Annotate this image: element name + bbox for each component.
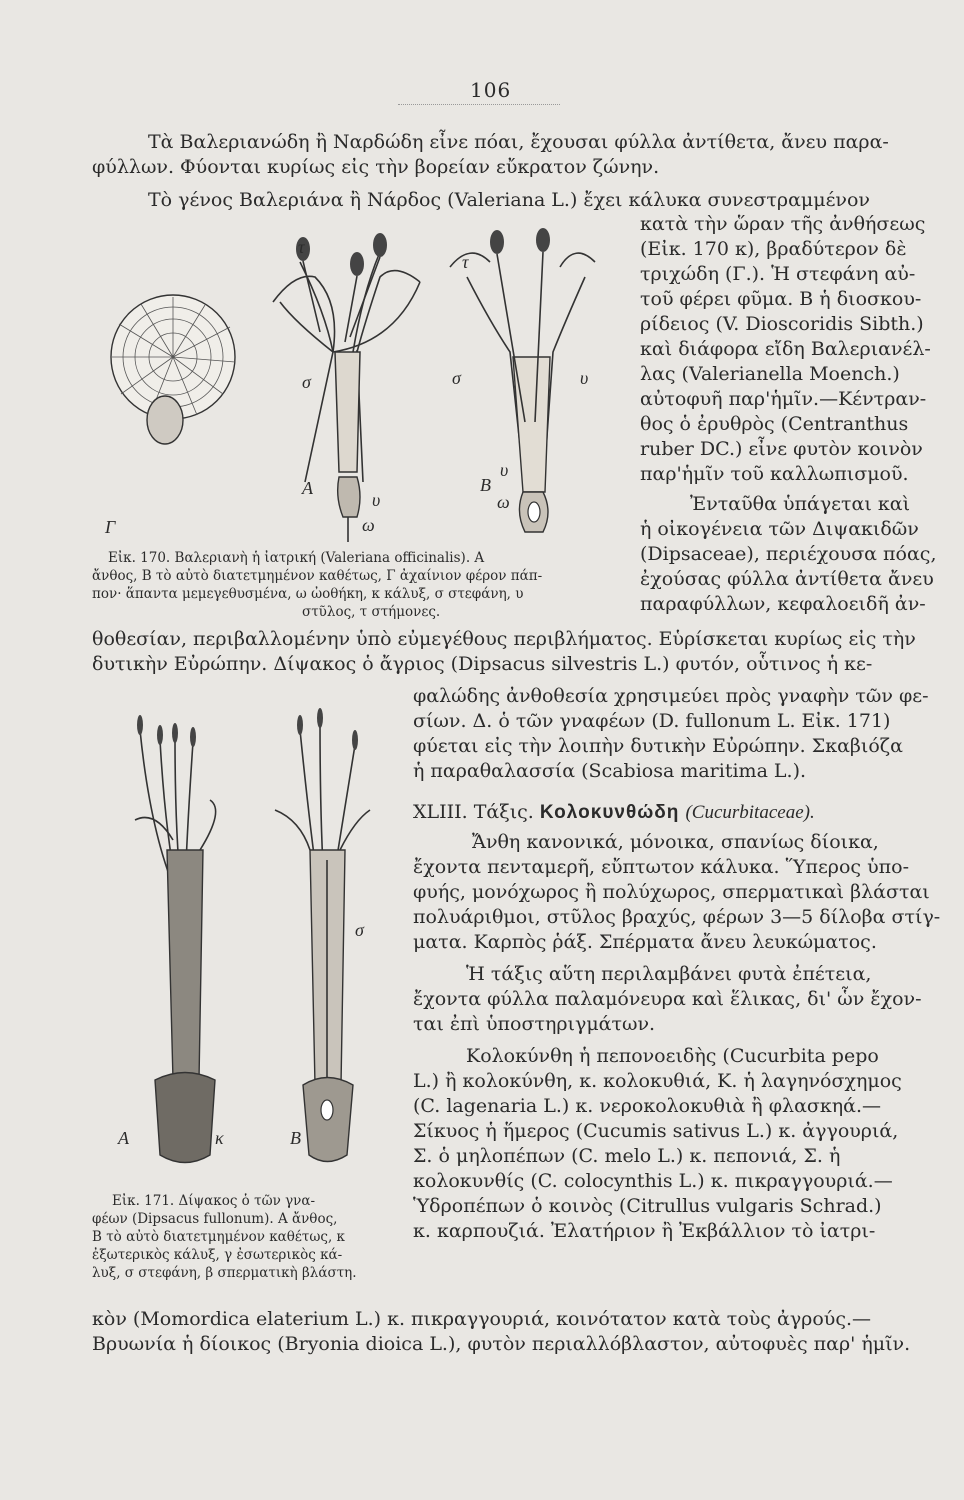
fig170-label-tau: τ <box>298 237 305 257</box>
figure-171-caption: φέων (Dipsacus fullonum). Α ἄνθος, <box>92 1211 338 1227</box>
body-line: Ἡ τάξις αὕτη περιλαμβάνει φυτὰ ἐπέτεια, <box>466 963 872 985</box>
body-line: Σ. ὁ μηλοπέπων (C. melo L.) κ. πεπονιά, Σ. ἡ <box>413 1145 841 1167</box>
body-line: ἔχοντα πενταμερῆ, εὔπτωτον κάλυκα. Ὕπερος ὑπο- <box>413 856 909 878</box>
body-line: (Dipsaceae), περιέχουσα πόας, <box>640 543 937 565</box>
fig170-label-upsilon-b2: υ <box>500 460 509 480</box>
fig170-label-b: Β <box>480 475 491 495</box>
figure-170-caption: Εἰκ. 170. Βαλεριανὴ ἡ ἰατρική (Valeriana officinalis). Α <box>108 550 485 566</box>
body-line: ται ἐπὶ ὑποστηριγμάτων. <box>413 1013 656 1035</box>
body-line: καὶ διάφορα εἴδη Βαλεριανέλ- <box>640 338 931 360</box>
body-line: δυτικὴν Εὐρώπην. Δίψακος ὁ ἄγριος (Dipsacus silvestris L.) φυτόν, οὗτινος ἡ κε- <box>92 653 873 675</box>
body-line: θος ὁ ἐρυθρὸς (Centranthus <box>640 413 909 435</box>
body-line: τριχώδη (Γ.). Ἡ στεφάνη αὐ- <box>640 263 916 285</box>
body-line: παραφύλλων, κεφαλοειδῆ ἀν- <box>640 593 926 615</box>
body-line: κατὰ τὴν ὥραν τῆς ἀνθήσεως <box>640 213 926 235</box>
fig170-label-sigma-b: σ <box>452 368 461 388</box>
fig171-label-kappa: κ <box>215 1128 224 1148</box>
fig170-label-upsilon: υ <box>372 490 381 510</box>
body-line: φυής, μονόχωρος ἢ πολύχωρος, σπερματικαὶ βλάσται <box>413 881 930 903</box>
figure-171-caption: λυξ, σ στεφάνη, β σπερματικὴ βλάστη. <box>92 1265 357 1281</box>
body-line: κ. καρπουζιά. Ἐλατήριον ἢ Ἐκβάλλιον τὸ ἰατρι- <box>413 1220 876 1242</box>
body-line: τοῦ φέρει φῦμα. Β ἡ διοσκου- <box>640 288 922 310</box>
body-line: Κολοκύνθη ἡ πεπονοειδὴς (Cucurbita pepo <box>466 1045 879 1067</box>
body-line: ματα. Καρπὸς ῥάξ. Σπέρματα ἄνευ λευκώματος. <box>413 931 877 953</box>
section-heading <box>413 800 815 825</box>
body-line: L.) ἢ κολοκύνθη, κ. κολοκυθιά, Κ. ἡ λαγηνόσχημος <box>413 1070 902 1092</box>
fig170-label-sigma: σ <box>302 372 311 392</box>
body-line: ἔχοντα φύλλα παλαμόνευρα καὶ ἕλικας, δι' ὧν ἔχον- <box>413 988 922 1010</box>
body-line: φαλώδης ἀνθοθεσία χρησιμεύει πρὸς γναφὴν τῶν φε- <box>413 685 929 707</box>
body-line: Ἐνταῦθα ὑπάγεται καὶ <box>690 493 911 515</box>
fig170-label-tau-b: τ <box>462 252 469 272</box>
figure-170-caption: πον· ἅπαντα μεμεγεθυσμένα, ω ὠοθήκη, κ κάλυξ, σ στεφάνη, υ <box>92 586 524 602</box>
fig171-label-a: Α <box>118 1128 129 1148</box>
body-line: κολοκυνθίς (C. colocynthis L.) κ. πικραγγουριά.— <box>413 1170 893 1192</box>
figure-171-illustration <box>115 700 385 1180</box>
body-line: ἡ παραθαλασσία (Scabiosa maritima L.). <box>413 760 807 782</box>
fig170-label-gamma: Γ <box>105 517 116 537</box>
body-line: πολυάριθμοι, στῦλος βραχύς, φέρων 3—5 δίλοβα στίγ- <box>413 906 941 928</box>
fig171-label-sigma: σ <box>355 920 364 940</box>
body-line: Ἄνθη κανονικά, μόνοικα, σπανίως δίοικα, <box>472 831 879 853</box>
figure-171-caption: Εἰκ. 171. Δίψακος ὁ τῶν γνα- <box>112 1193 316 1209</box>
page-number: 106 <box>470 78 512 102</box>
figure-171-caption: ἐξωτερικὸς κάλυξ, γ ἐσωτερικὸς κά- <box>92 1247 343 1263</box>
flower-a-drawing <box>273 233 420 542</box>
fig170-label-omega: ω <box>362 515 375 535</box>
section-number: XLIII. Τάξις. <box>413 801 534 823</box>
section-latin: (Cucurbitaceae). <box>685 802 815 823</box>
body-line: αὐτοφυῆ παρ'ἡμῖν.—Κέντραν- <box>640 388 927 410</box>
body-line: (C. lagenaria L.) κ. νεροκολοκυθιὰ ἢ φλασκηά.— <box>413 1095 881 1117</box>
pappus-achene-drawing <box>111 295 235 444</box>
body-line: ἐχούσας φύλλα ἀντίθετα ἄνευ <box>640 568 934 590</box>
figure-171-caption: Β τὸ αὐτὸ διατετμημένον καθέτως, κ <box>92 1229 345 1245</box>
body-line: ρίδειος (V. Dioscoridis Sibth.) <box>640 313 924 335</box>
section-name: Κολοκυνθώδη <box>539 802 680 823</box>
body-line: Ὑδροπέπων ὁ κοινὸς (Citrullus vulgaris Schrad.) <box>413 1195 882 1217</box>
body-line: φύεται εἰς τὴν λοιπὴν δυτικὴν Εὐρώπην. Σκαβιόζα <box>413 735 903 757</box>
fig170-label-a: Α <box>302 478 313 498</box>
figure-170-caption: ἄνθος, Β τὸ αὐτὸ διατετμημένον καθέτως, Γ ἀχαίνιον φέρον πάπ- <box>92 568 543 584</box>
page-number-rule <box>398 104 560 105</box>
body-line: Σίκυος ἡ ἥμερος (Cucumis sativus L.) κ. ἀγγουριά, <box>413 1120 899 1142</box>
body-line: Βρυωνία ἡ δίοικος (Bryonia dioica L.), φυτὸν περιαλλόβλαστον, αὐτοφυὲς παρ' ἡμῖν. <box>92 1333 911 1355</box>
body-line: θοθεσίαν, περιβαλλομένην ὑπὸ εὐμεγέθους περιβλήματος. Εὑρίσκεται κυρίως εἰς τὴν <box>92 628 916 650</box>
body-line: κὸν (Momordica elaterium L.) κ. πικραγγουριά, κοινότατον κατὰ τοὺς ἀγρούς.— <box>92 1308 872 1330</box>
fig171-label-b: Β <box>290 1128 301 1148</box>
body-line: ruber DC.) εἶνε φυτὸν κοινὸν <box>640 438 923 460</box>
fig170-label-omega-b: ω <box>497 492 510 512</box>
body-line: Τὸ γένος Βαλεριάνα ἢ Νάρδος (Valeriana L.) ἔχει κάλυκα συνεστραμμένον <box>148 189 870 211</box>
figure-170-illustration <box>95 222 620 544</box>
body-line: λας (Valerianella Moench.) <box>640 363 900 385</box>
body-line: ἡ οἰκογένεια τῶν Διψακιδῶν <box>640 518 919 540</box>
body-line: Τὰ Βαλεριανώδη ἢ Ναρδώδη εἶνε πόαι, ἔχουσαι φύλλα ἀντίθετα, ἄνευ παρα- <box>148 131 889 153</box>
body-line: σίων. Δ. ὁ τῶν γναφέων (D. fullonum L. Εἰκ. 171) <box>413 710 891 732</box>
flower-a-171-drawing <box>135 715 216 1163</box>
body-line: φύλλων. Φύονται κυρίως εἰς τὴν βορείαν εὔκρατον ζώνην. <box>92 156 660 178</box>
figure-170-caption: στῦλος, τ στήμονες. <box>302 604 441 620</box>
body-line: παρ'ἡμῖν τοῦ καλλωπισμοῦ. <box>640 463 909 485</box>
flower-b-section-drawing <box>450 228 595 532</box>
body-line: (Εἰκ. 170 κ), βραδύτερον δὲ <box>640 238 907 260</box>
fig170-label-upsilon-b: υ <box>580 368 589 388</box>
